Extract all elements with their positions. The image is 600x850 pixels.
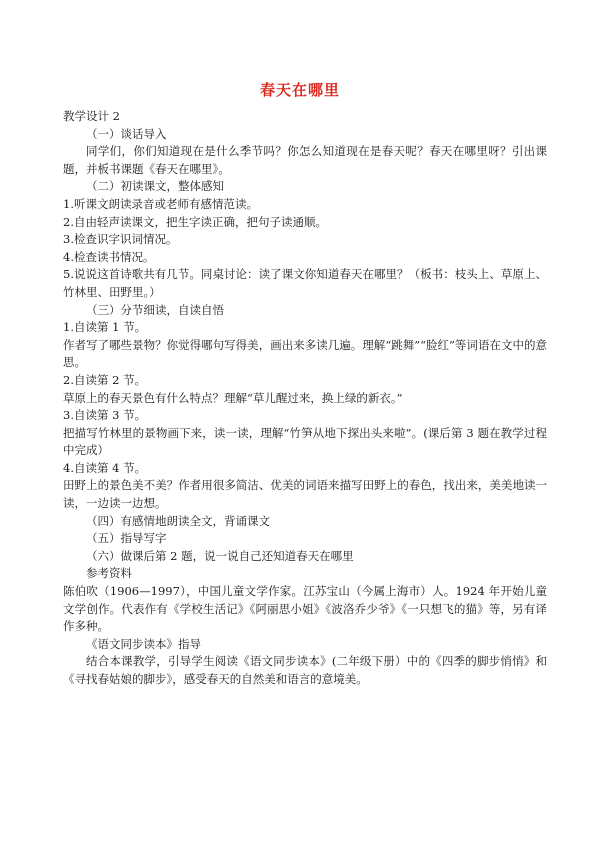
section-heading: （六）做课后第 2 题，说一说自己还知道春天在哪里	[86, 548, 354, 563]
list-item: 4.自读第 4 节。	[63, 460, 147, 475]
list-item: 1.自读第 1 节。	[63, 320, 147, 335]
paragraph: 同学们，你们知道现在是什么季节吗？你怎么知道现在是春天呢？春天在哪里呀？引出课题，并板书课题《春天在哪里》。	[63, 144, 547, 176]
reader-guide-paragraph: 结合本课教学，引导学生阅读《语文同步读本》(二年级下册）中的《四季的脚步悄悄》和《寻找春姑娘的脚步》，感受春天的自然美和语言的意境美。	[63, 654, 547, 686]
paragraph: 把描写竹林里的景物画下来，读一读，理解“竹笋从地下探出头来啦”。(课后第 3 题在教学过程中完成）	[63, 425, 547, 458]
reader-guide-heading: 《语文同步读本》指导	[86, 636, 201, 651]
document-title: 春天在哪里	[259, 81, 340, 99]
document-body	[63, 108, 547, 689]
list-item: 2.自由轻声读课文，把生字读正确，把句子读通顺。	[63, 214, 327, 229]
list-item: 5.说说这首诗歌共有几节。同桌讨论：读了课文你知道春天在哪里？（板书：枝头上、草原上、竹林里、田野里。）	[63, 267, 547, 299]
section-heading: （二）初读课文，整体感知	[86, 179, 224, 194]
list-item: 2.自读第 2 节。	[63, 372, 147, 387]
list-item: 3.检查识字识词情况。	[63, 232, 178, 247]
section-heading: （一）谈话导入	[86, 126, 167, 141]
reference-paragraph: 陈伯吹（1906—1997），中国儿童文学作家。江苏宝山（今属上海市）人。1924 年开始儿童文学创作。代表作有《学校生活记》《阿丽思小姐》《波洛乔少爷》《一只想飞的猫》等，另有译作多种。	[63, 584, 547, 634]
section-heading: （五）指导写字	[86, 531, 167, 546]
paragraph: 田野上的景色美不美？作者用很多简洁、优美的词语来描写田野上的春色，找出来，美美地读一读，一边读一边想。	[63, 478, 547, 511]
list-item: 1.听课文朗读录音或老师有感情范读。	[63, 196, 258, 211]
section-heading: （四）有感情地朗读全文，背诵课文	[86, 513, 270, 528]
paragraph: 草原上的春天景色有什么特点？理解“草儿醒过来，换上绿的新衣。”	[63, 390, 403, 405]
reference-heading: 参考资料	[86, 566, 132, 581]
design-label: 教学设计 2	[63, 109, 120, 123]
list-item: 3.自读第 3 节。	[63, 408, 147, 423]
section-heading: （三）分节细读，自读自悟	[86, 302, 224, 317]
list-item: 4.检查读书情况。	[63, 249, 155, 264]
paragraph: 作者写了哪些景物？你觉得哪句写得美，画出来多读几遍。理解“跳舞”“脸红”等词语在文中的意思。	[63, 337, 547, 370]
